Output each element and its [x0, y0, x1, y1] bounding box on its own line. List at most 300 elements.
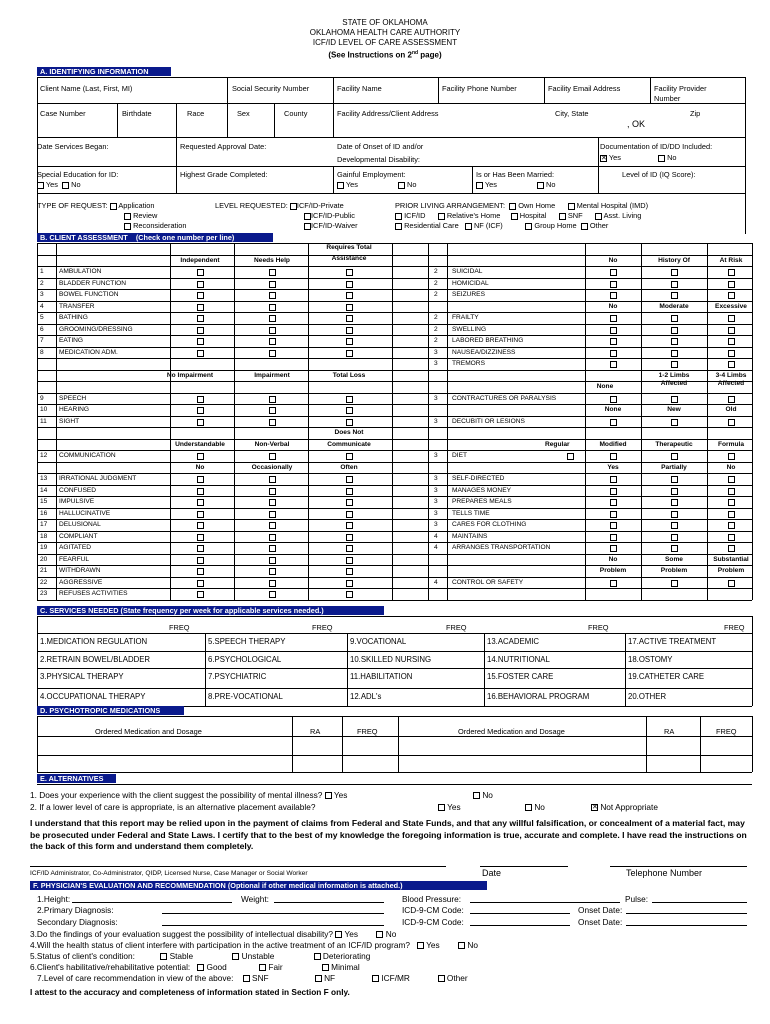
- needs-help-checkbox[interactable]: [269, 327, 276, 334]
- onset-date-2-label: Onset Date:: [578, 917, 623, 927]
- independent-checkbox[interactable]: [197, 304, 204, 311]
- row-weight: 4: [434, 544, 438, 551]
- col-impairment: Impairment: [254, 371, 290, 379]
- modified-checkbox[interactable]: [610, 453, 617, 460]
- special-ed-label: Special Education for ID:: [37, 170, 119, 179]
- occasionally-checkbox[interactable]: [269, 476, 276, 483]
- history-checkbox[interactable]: [671, 269, 678, 276]
- freq-header: FREQ: [169, 623, 190, 632]
- col-no-impairment: No Impairment: [166, 371, 214, 379]
- does-not-communicate-checkbox[interactable]: [346, 453, 353, 460]
- no-checkbox[interactable]: [728, 476, 735, 483]
- no-checkbox[interactable]: [197, 488, 204, 495]
- moderate-checkbox[interactable]: [671, 361, 678, 368]
- telephone-label: Telephone Number: [626, 868, 703, 878]
- married-options[interactable]: Yes No: [476, 180, 556, 189]
- limbs-3-4-checkbox[interactable]: [728, 396, 735, 403]
- other-rec-checkbox[interactable]: [438, 975, 445, 982]
- moderate-checkbox[interactable]: [671, 350, 678, 357]
- question-5: 5.Status of client's condition: Stable Unstable Deteriorating: [30, 951, 371, 961]
- row-label: HALLUCINATIVE: [59, 509, 111, 517]
- needs-help-checkbox[interactable]: [269, 350, 276, 357]
- freq-label-1: FREQ: [357, 727, 378, 736]
- moderate-checkbox[interactable]: [671, 327, 678, 334]
- no-checkbox[interactable]: [197, 591, 204, 598]
- row-label: SUICIDAL: [452, 268, 483, 275]
- mental-hospital-checkbox[interactable]: [568, 203, 575, 210]
- history-checkbox[interactable]: [671, 292, 678, 299]
- row-number: 10: [40, 406, 48, 413]
- row-label: CARES FOR CLOTHING: [452, 521, 527, 528]
- header-instructions: (See Instructions on 2nd page): [328, 50, 442, 60]
- no-checkbox[interactable]: [197, 511, 204, 518]
- independent-checkbox[interactable]: [197, 315, 204, 322]
- row-weight: 3: [434, 509, 438, 517]
- no-checkbox[interactable]: [610, 338, 617, 345]
- residential-care-checkbox[interactable]: [395, 223, 402, 230]
- service-item[interactable]: 8.PRE-VOCATIONAL: [208, 692, 283, 701]
- col-needs-help: Needs Help: [254, 256, 290, 264]
- regular-checkbox[interactable]: [567, 453, 574, 460]
- row-number: 4: [40, 302, 44, 310]
- blood-pressure-label: Blood Pressure:: [402, 894, 462, 904]
- no-checkbox[interactable]: [728, 499, 735, 506]
- no-checkbox[interactable]: [610, 292, 617, 299]
- col-some-problem: Some: [665, 555, 683, 563]
- service-item[interactable]: 6.PSYCHOLOGICAL: [208, 655, 282, 664]
- unstable-checkbox[interactable]: [232, 953, 239, 960]
- yes-checkbox[interactable]: [610, 522, 617, 529]
- row-weight: 3: [434, 475, 438, 482]
- deteriorating-checkbox[interactable]: [314, 953, 321, 960]
- col-total-loss: Total Loss: [332, 371, 366, 379]
- often-checkbox[interactable]: [346, 511, 353, 518]
- impairment-checkbox[interactable]: [269, 396, 276, 403]
- grade-label: Highest Grade Completed:: [180, 170, 268, 179]
- no-checkbox[interactable]: [728, 522, 735, 529]
- row-label: AGITATED: [59, 544, 91, 551]
- question-1: 1. Does your experience with the client suggest the possibility of mental illness? Yes: [30, 790, 348, 800]
- icf-public-checkbox[interactable]: [304, 213, 311, 220]
- independent-checkbox[interactable]: [197, 350, 204, 357]
- service-item[interactable]: 12.ADL's: [350, 692, 382, 701]
- history-checkbox[interactable]: [671, 281, 678, 288]
- row-label: SEIZURES: [452, 291, 485, 298]
- occasionally-checkbox[interactable]: [269, 591, 276, 598]
- row-label: SIGHT: [59, 417, 80, 425]
- q1-no-checkbox[interactable]: [473, 792, 480, 799]
- partially-checkbox[interactable]: [671, 534, 678, 541]
- total-loss-checkbox[interactable]: [346, 419, 353, 426]
- impairment-checkbox[interactable]: [269, 419, 276, 426]
- excessive-checkbox[interactable]: [728, 338, 735, 345]
- total-assist-checkbox[interactable]: [346, 281, 353, 288]
- reconsideration-checkbox[interactable]: [124, 223, 131, 230]
- no-checkbox[interactable]: [728, 534, 735, 541]
- row-label: ARRANGES TRANSPORTATION: [452, 544, 551, 551]
- row-label: IMPULSIVE: [59, 498, 95, 505]
- yes-checkbox[interactable]: [610, 511, 617, 518]
- row-label: DELUSIONAL: [59, 521, 101, 528]
- section-b-header: B. CLIENT ASSESSMENT (Check one number per line): [37, 233, 273, 242]
- no-checkbox[interactable]: [728, 488, 735, 495]
- icfmr-rec-checkbox[interactable]: [372, 975, 379, 982]
- excessive-checkbox[interactable]: [728, 315, 735, 322]
- no-checkbox[interactable]: [197, 522, 204, 529]
- doc-included-no[interactable]: No: [658, 153, 677, 162]
- row-label: REFUSES ACTIVITIES: [59, 590, 128, 597]
- col-history-of: History Of: [658, 256, 690, 264]
- service-item[interactable]: 2.RETRAIN BOWEL/BLADDER: [40, 655, 151, 664]
- ra-label-1: RA: [310, 727, 321, 736]
- service-item[interactable]: 18.OSTOMY: [628, 655, 673, 664]
- q2-no-checkbox[interactable]: [525, 804, 532, 811]
- pulse-label: Pulse:: [625, 894, 649, 904]
- partially-checkbox[interactable]: [671, 499, 678, 506]
- row-label: AMBULATION: [59, 268, 102, 275]
- often-checkbox[interactable]: [346, 499, 353, 506]
- row-number: 1: [40, 268, 44, 275]
- signature-label: ICF/ID Administrator, Co-Administrator, QIDP, Licensed Nurse, Case Manager or Social Worker: [30, 870, 308, 877]
- stable-checkbox[interactable]: [160, 953, 167, 960]
- service-item[interactable]: 20.OTHER: [628, 692, 667, 701]
- row-number: 17: [40, 521, 48, 528]
- icf-waiver-checkbox[interactable]: [304, 223, 311, 230]
- doc-included-yes[interactable]: ✕ Yes: [601, 153, 621, 162]
- row-label: DECUBITI OR LESIONS: [452, 417, 525, 425]
- section-c-header: C. SERVICES NEEDED (State frequency per week for applicable services needed.): [37, 606, 384, 615]
- moderate-checkbox[interactable]: [671, 338, 678, 345]
- needs-help-checkbox[interactable]: [269, 304, 276, 311]
- partially-checkbox[interactable]: [671, 511, 678, 518]
- occasionally-checkbox[interactable]: [269, 522, 276, 529]
- no-checkbox[interactable]: [197, 499, 204, 506]
- no-checkbox[interactable]: [728, 511, 735, 518]
- ssn-label: Social Security Number: [232, 84, 310, 93]
- total-assist-checkbox[interactable]: [346, 269, 353, 276]
- occasionally-checkbox[interactable]: [269, 499, 276, 506]
- q2-not-appropriate-checkbox[interactable]: ✕: [592, 804, 598, 812]
- icf-private-checkbox[interactable]: [290, 203, 297, 210]
- excessive-checkbox[interactable]: [728, 361, 735, 368]
- occasionally-checkbox[interactable]: [269, 557, 276, 564]
- service-item[interactable]: 3.PHYSICAL THERAPY: [40, 672, 124, 681]
- q3-no-checkbox[interactable]: [376, 931, 383, 938]
- height-label: 1.Height:: [37, 894, 71, 904]
- col-old: Old: [725, 406, 737, 413]
- row-number: 18: [40, 532, 48, 540]
- row-label: DIET: [452, 452, 468, 459]
- often-checkbox[interactable]: [346, 580, 353, 587]
- service-item[interactable]: 19.CATHETER CARE: [628, 672, 705, 681]
- question-3: 3.Do the findings of your evaluation suggest the possibility of intellectual disability? Yes No: [30, 929, 397, 939]
- service-item[interactable]: 1.MEDICATION REGULATION: [40, 637, 148, 646]
- occasionally-checkbox[interactable]: [269, 534, 276, 541]
- independent-checkbox[interactable]: [197, 338, 204, 345]
- section-f-header: F. PHYSICIAN'S EVALUATION AND RECOMMENDATION (Optional if other medical information is attached.): [30, 881, 487, 890]
- no-checkbox[interactable]: [197, 557, 204, 564]
- col-therapeutic: Therapeutic: [655, 440, 693, 448]
- service-item[interactable]: 13.ACADEMIC: [487, 637, 539, 646]
- col-1-2-limbs: 1-2 Limbs: [658, 371, 690, 379]
- row-label: GROOMING/DRESSING: [59, 325, 133, 333]
- service-item[interactable]: 10.SKILLED NURSING: [350, 655, 432, 664]
- needs-help-checkbox[interactable]: [269, 292, 276, 299]
- service-item[interactable]: 7.PSYCHIATRIC: [208, 672, 267, 681]
- at-risk-checkbox[interactable]: [728, 269, 735, 276]
- often-checkbox[interactable]: [346, 568, 353, 575]
- new-checkbox[interactable]: [671, 419, 678, 426]
- date-services-label: Date Services Began:: [37, 142, 109, 151]
- application-checkbox[interactable]: [110, 203, 117, 210]
- col-no-problem: No: [608, 555, 618, 563]
- total-loss-checkbox[interactable]: [346, 396, 353, 403]
- partially-checkbox[interactable]: [671, 545, 678, 552]
- no-checkbox[interactable]: [610, 269, 617, 276]
- service-item[interactable]: 17.ACTIVE TREATMENT: [628, 637, 717, 646]
- needs-help-checkbox[interactable]: [269, 315, 276, 322]
- no-checkbox[interactable]: [610, 315, 617, 322]
- special-ed-options[interactable]: Yes No: [37, 180, 81, 189]
- row-label: SWELLING: [452, 325, 487, 333]
- service-item[interactable]: 15.FOSTER CARE: [487, 672, 554, 681]
- attestation: I attest to the accuracy and completeness of information stated in Section F only.: [30, 987, 350, 997]
- no-impairment-checkbox[interactable]: [197, 407, 204, 414]
- other-living-checkbox[interactable]: [581, 223, 588, 230]
- row-label: CONTROL OR SAFETY: [452, 578, 524, 586]
- row-weight: 3: [434, 394, 438, 402]
- q2-no-option[interactable]: No: [525, 802, 545, 812]
- q1-no-option[interactable]: No: [473, 790, 493, 800]
- total-assist-checkbox[interactable]: [346, 327, 353, 334]
- moderate-checkbox[interactable]: [671, 315, 678, 322]
- asst-living-checkbox[interactable]: [595, 213, 602, 220]
- row-label: LABORED BREATHING: [452, 337, 524, 344]
- row-label: NAUSEA/DIZZINESS: [452, 348, 516, 356]
- excessive-checkbox[interactable]: [728, 350, 735, 357]
- yes-checkbox[interactable]: [610, 499, 617, 506]
- icf-id-checkbox[interactable]: [395, 213, 402, 220]
- q3-yes-checkbox[interactable]: [335, 931, 342, 938]
- doc-no-checkbox[interactable]: [658, 155, 665, 162]
- total-loss-checkbox[interactable]: [346, 407, 353, 414]
- col-often: Often: [340, 463, 358, 471]
- gainful-no-checkbox[interactable]: [398, 182, 405, 189]
- independent-checkbox[interactable]: [197, 292, 204, 299]
- row-label: HOMICIDAL: [452, 279, 489, 287]
- q4-yes-checkbox[interactable]: [417, 942, 424, 949]
- total-assist-checkbox[interactable]: [346, 350, 353, 357]
- question-7: 7.Level of care recommendation in view of the above: SNF NF ICF/MR Other: [37, 973, 468, 983]
- occasionally-checkbox[interactable]: [269, 488, 276, 495]
- no-checkbox[interactable]: [610, 281, 617, 288]
- often-checkbox[interactable]: [346, 557, 353, 564]
- minimal-checkbox[interactable]: [322, 964, 329, 971]
- row-number: 6: [40, 325, 44, 333]
- independent-checkbox[interactable]: [197, 327, 204, 334]
- yes-checkbox[interactable]: [610, 534, 617, 541]
- facility-address-label: Facility Address/Client Address: [337, 109, 439, 118]
- review-checkbox[interactable]: [124, 213, 131, 220]
- no-checkbox[interactable]: [610, 350, 617, 357]
- formula-checkbox[interactable]: [728, 453, 735, 460]
- no-problem-checkbox[interactable]: [610, 580, 617, 587]
- no-checkbox[interactable]: [197, 568, 204, 575]
- no-checkbox[interactable]: [197, 534, 204, 541]
- ordered-medication-label-2: Ordered Medication and Dosage: [458, 727, 565, 736]
- none-checkbox[interactable]: [610, 419, 617, 426]
- needs-help-checkbox[interactable]: [269, 281, 276, 288]
- partially-checkbox[interactable]: [671, 522, 678, 529]
- no-checkbox[interactable]: [197, 580, 204, 587]
- at-risk-checkbox[interactable]: [728, 281, 735, 288]
- special-ed-yes-checkbox[interactable]: [37, 182, 44, 189]
- total-assist-checkbox[interactable]: [346, 292, 353, 299]
- group-home-checkbox[interactable]: [525, 223, 532, 230]
- col-understandable: Understandable: [175, 440, 225, 448]
- birthdate-label: Birthdate: [122, 109, 152, 118]
- header-state: STATE OF OKLAHOMA: [342, 18, 428, 27]
- limbs-1-2-checkbox[interactable]: [671, 396, 678, 403]
- gainful-yes-checkbox[interactable]: [337, 182, 344, 189]
- no-impairment-checkbox[interactable]: [197, 419, 204, 426]
- needs-help-checkbox[interactable]: [269, 269, 276, 276]
- row-number: 14: [40, 486, 48, 494]
- no-checkbox[interactable]: [728, 545, 735, 552]
- col-partially: Partially: [661, 463, 687, 471]
- snf-rec-checkbox[interactable]: [243, 975, 250, 982]
- yes-checkbox[interactable]: [610, 476, 617, 483]
- row-number: 5: [40, 314, 44, 321]
- yes-checkbox[interactable]: [610, 545, 617, 552]
- fair-checkbox[interactable]: [259, 964, 266, 971]
- no-checkbox[interactable]: [197, 545, 204, 552]
- row-label: COMMUNICATION: [59, 452, 116, 459]
- often-checkbox[interactable]: [346, 545, 353, 552]
- yes-checkbox[interactable]: [610, 488, 617, 495]
- q4-no-checkbox[interactable]: [458, 942, 465, 949]
- nf-rec-checkbox[interactable]: [315, 975, 322, 982]
- row-weight: 2: [434, 337, 438, 344]
- row-label: SELF-DIRECTED: [452, 475, 505, 482]
- excessive-checkbox[interactable]: [728, 327, 735, 334]
- married-no-checkbox[interactable]: [537, 182, 544, 189]
- total-assist-checkbox[interactable]: [346, 338, 353, 345]
- nf-icf-checkbox[interactable]: [465, 223, 472, 230]
- requested-approval-label: Requested Approval Date:: [180, 142, 267, 151]
- col-moderate: Moderate: [659, 302, 689, 310]
- facility-phone-label: Facility Phone Number: [442, 84, 517, 93]
- row-weight: 4: [434, 532, 438, 540]
- non-verbal-checkbox[interactable]: [269, 453, 276, 460]
- q2-yes-checkbox[interactable]: [438, 804, 445, 811]
- married-yes-checkbox[interactable]: [476, 182, 483, 189]
- gainful-label: Gainful Employment:: [337, 170, 406, 179]
- row-label: COMPLIANT: [59, 532, 98, 540]
- hospital-checkbox[interactable]: [511, 213, 518, 220]
- doc-yes-checkbox[interactable]: ✕: [601, 154, 607, 162]
- often-checkbox[interactable]: [346, 534, 353, 541]
- often-checkbox[interactable]: [346, 476, 353, 483]
- often-checkbox[interactable]: [346, 591, 353, 598]
- col-no: No: [608, 302, 618, 310]
- no-checkbox[interactable]: [610, 361, 617, 368]
- service-item[interactable]: 9.VOCATIONAL: [350, 637, 407, 646]
- total-assist-checkbox[interactable]: [346, 315, 353, 322]
- ordered-medication-label-1: Ordered Medication and Dosage: [95, 727, 202, 736]
- row-label: WITHDRAWN: [59, 567, 101, 574]
- often-checkbox[interactable]: [346, 488, 353, 495]
- therapeutic-checkbox[interactable]: [671, 453, 678, 460]
- col-occasionally: Occasionally: [251, 463, 293, 471]
- col-regular: Regular: [545, 440, 570, 448]
- certification-text: I understand that this report may be relied upon in the payment of claims from Federal and State Funds, and that any willful falsification, or concealment of a material fact, may be prosecuted under Federal and State Laws. I certify that to the best of my knowledge the foregoing information is true, accurate and complete. I have read the instructions on the back of this form and understand them completely.: [30, 818, 747, 851]
- service-item[interactable]: 16.BEHAVIORAL PROGRAM: [487, 692, 590, 701]
- col-modified: Modified: [599, 440, 627, 448]
- row-label: CONFUSED: [59, 486, 96, 494]
- occasionally-checkbox[interactable]: [269, 511, 276, 518]
- total-assist-checkbox[interactable]: [346, 304, 353, 311]
- col-new: New: [667, 406, 681, 413]
- col-independent: Independent: [180, 256, 220, 264]
- row-label: HEARING: [59, 406, 90, 413]
- service-item[interactable]: 14.NUTRITIONAL: [487, 655, 550, 664]
- at-risk-checkbox[interactable]: [728, 292, 735, 299]
- independent-checkbox[interactable]: [197, 269, 204, 276]
- service-item[interactable]: 11.HABILITATION: [350, 672, 413, 681]
- occasionally-checkbox[interactable]: [269, 568, 276, 575]
- special-ed-no-checkbox[interactable]: [62, 182, 69, 189]
- q2-yes-option[interactable]: Yes: [438, 802, 461, 812]
- no-checkbox[interactable]: [610, 327, 617, 334]
- partially-checkbox[interactable]: [671, 476, 678, 483]
- no-checkbox[interactable]: [197, 476, 204, 483]
- snf-checkbox[interactable]: [559, 213, 566, 220]
- needs-help-checkbox[interactable]: [269, 338, 276, 345]
- row-number: 9: [40, 394, 44, 402]
- old-checkbox[interactable]: [728, 419, 735, 426]
- row-label: PREPARES MEALS: [452, 498, 512, 505]
- none-checkbox[interactable]: [610, 396, 617, 403]
- occasionally-checkbox[interactable]: [269, 545, 276, 552]
- no-impairment-checkbox[interactable]: [197, 396, 204, 403]
- col-at-risk: At Risk: [719, 256, 743, 264]
- q2-not-appropriate-option[interactable]: ✕ Not Appropriate: [592, 802, 658, 812]
- understandable-checkbox[interactable]: [197, 453, 204, 460]
- good-checkbox[interactable]: [197, 964, 204, 971]
- substantial-problem-checkbox[interactable]: [728, 580, 735, 587]
- some-problem-checkbox[interactable]: [671, 580, 678, 587]
- occasionally-checkbox[interactable]: [269, 580, 276, 587]
- section-d-header: D. PSYCHOTROPIC MEDICATIONS: [37, 706, 184, 715]
- row-number: 19: [40, 544, 48, 551]
- partially-checkbox[interactable]: [671, 488, 678, 495]
- independent-checkbox[interactable]: [197, 281, 204, 288]
- zip-label: Zip: [690, 109, 701, 118]
- own-home-checkbox[interactable]: [509, 203, 516, 210]
- date-label: Date: [482, 868, 502, 878]
- col-3-4-limbs: 3-4 Limbs: [715, 371, 747, 379]
- impairment-checkbox[interactable]: [269, 407, 276, 414]
- relatives-home-checkbox[interactable]: [438, 213, 445, 220]
- service-item[interactable]: 5.SPEECH THERAPY: [208, 637, 286, 646]
- gainful-options[interactable]: Yes No: [337, 180, 417, 189]
- row-weight: 3: [434, 417, 438, 425]
- q1-yes-checkbox[interactable]: [325, 792, 332, 799]
- row-weight: 3: [434, 521, 438, 528]
- service-item[interactable]: 4.OCCUPATIONAL THERAPY: [40, 692, 146, 701]
- often-checkbox[interactable]: [346, 522, 353, 529]
